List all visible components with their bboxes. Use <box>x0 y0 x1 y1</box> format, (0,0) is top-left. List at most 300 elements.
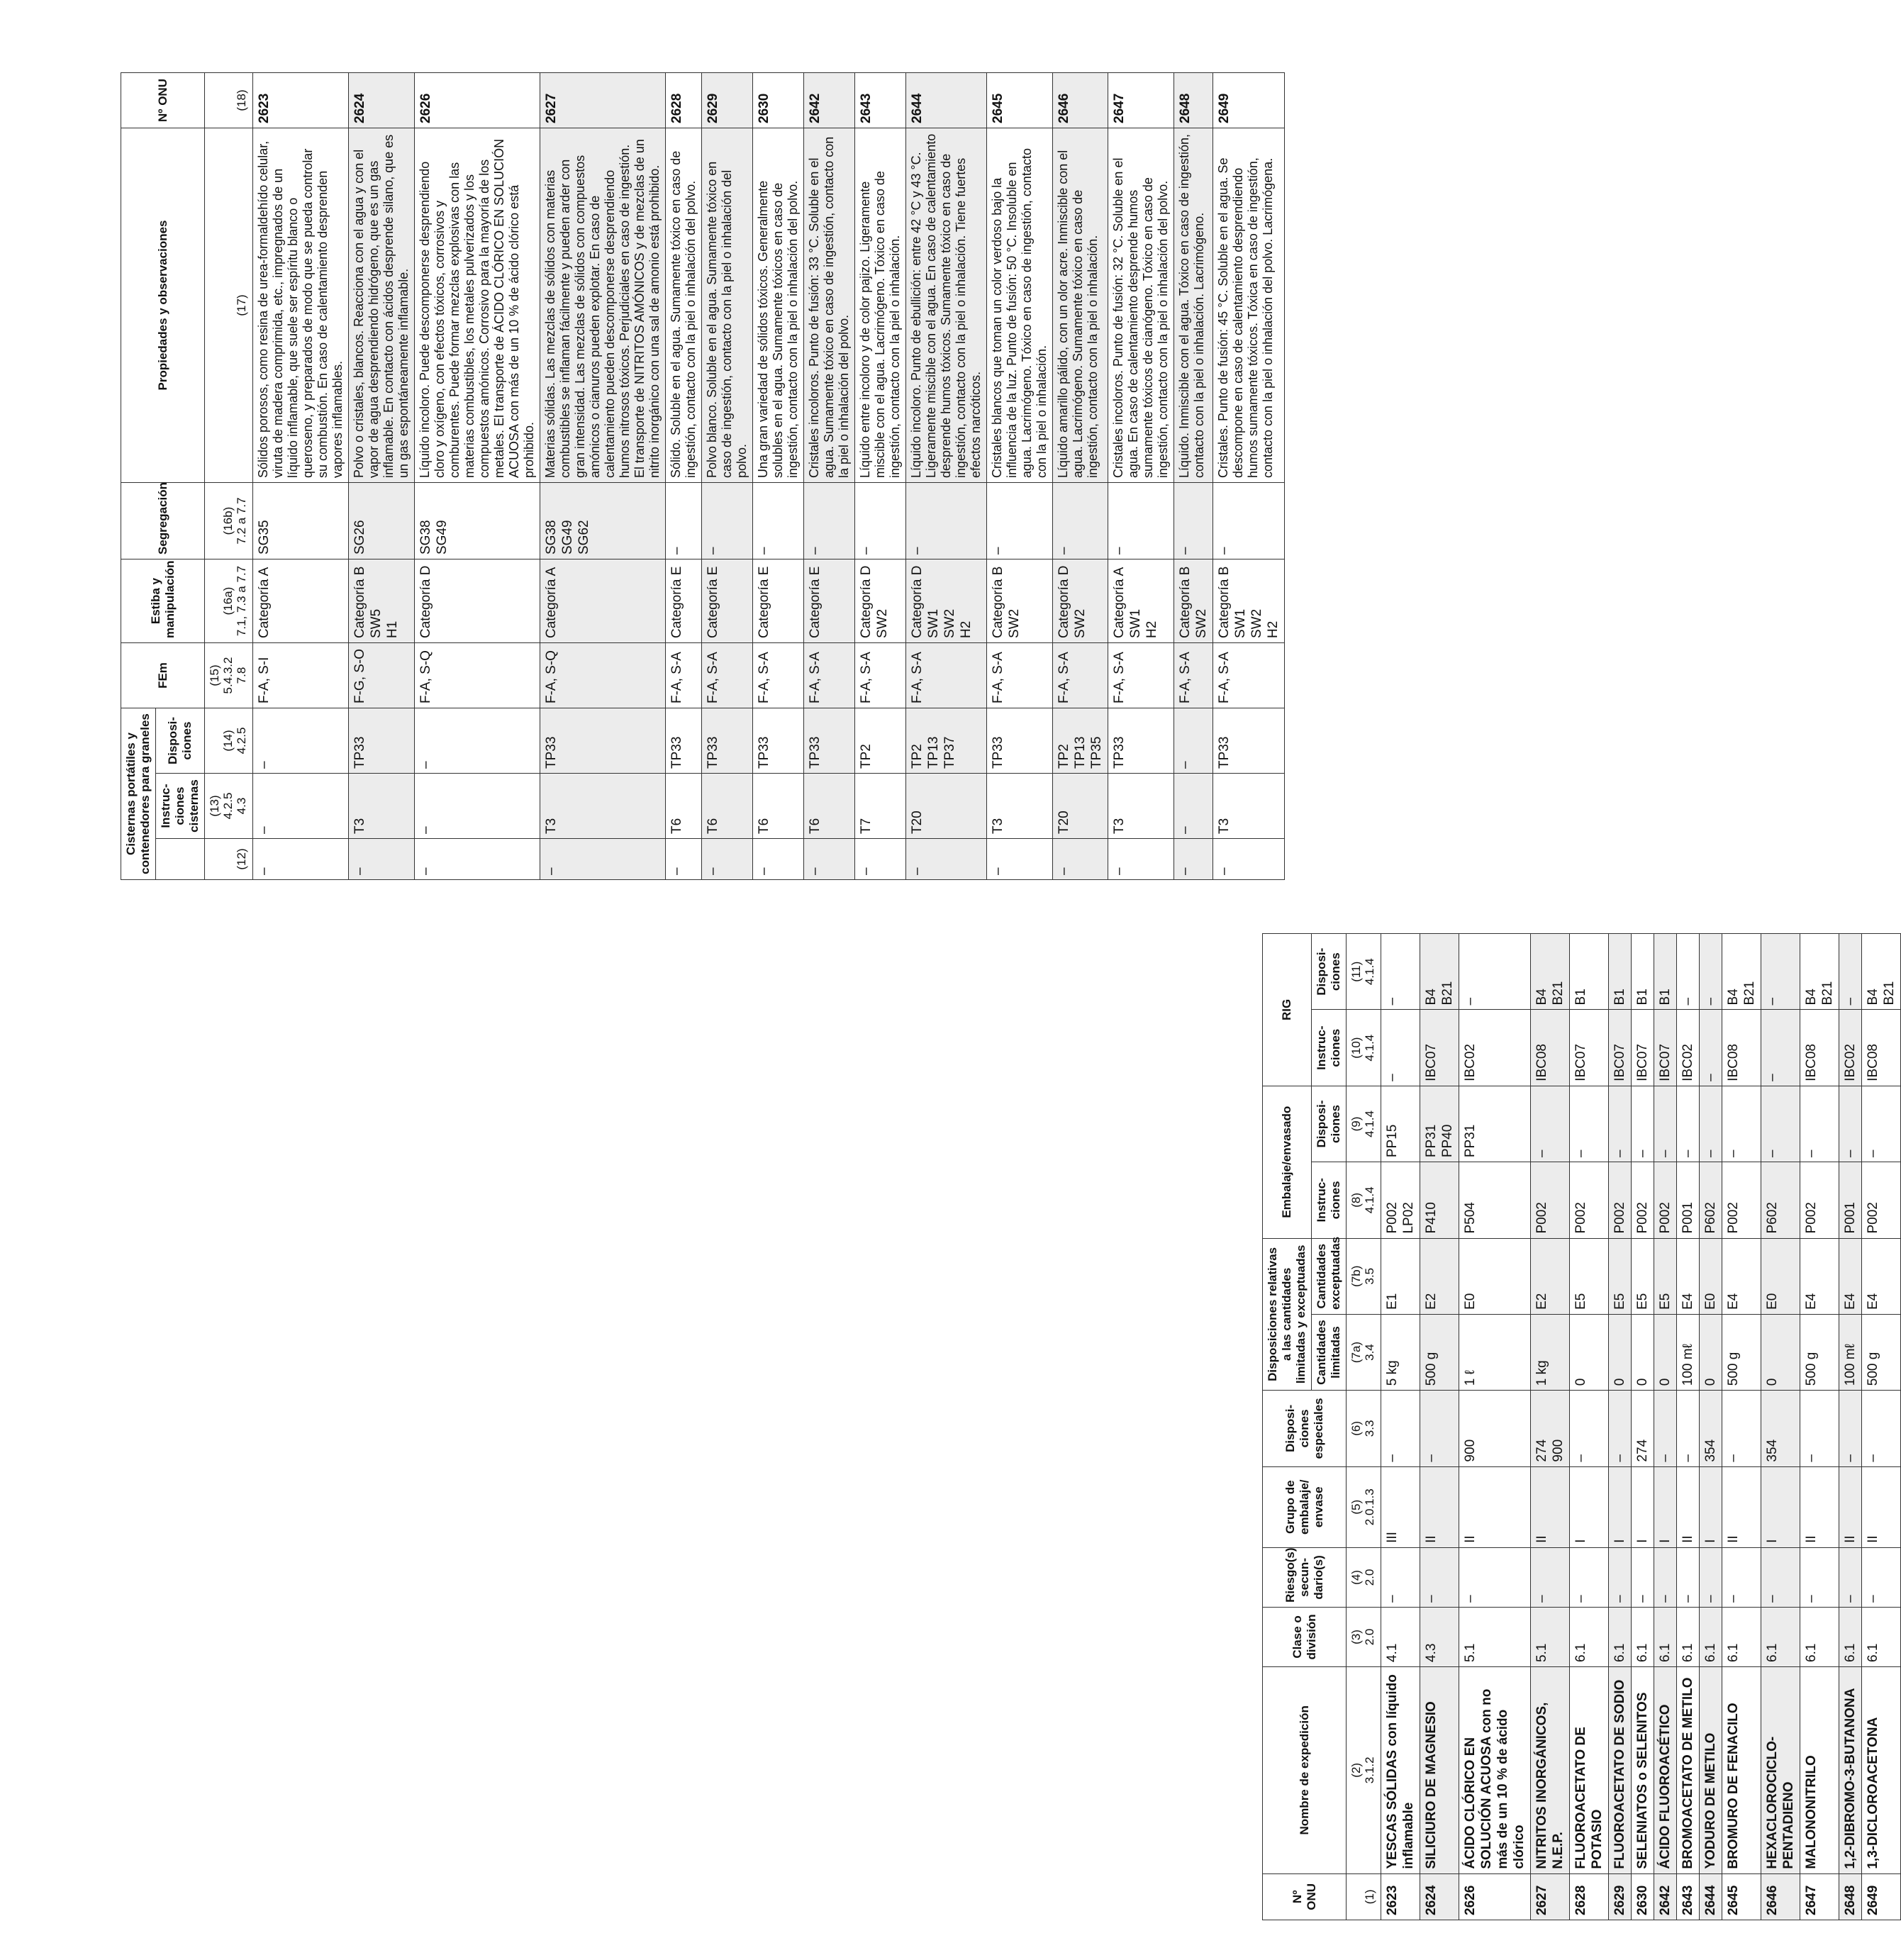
table-cell: 1 ℓ <box>1459 1314 1531 1390</box>
header-segregation: Segregación <box>121 483 205 559</box>
table-cell: T3 <box>987 774 1053 839</box>
table-cell: – <box>1677 1391 1700 1466</box>
table-cell: 2624 <box>1420 1873 1459 1920</box>
table-cell: – <box>804 483 855 559</box>
table-cell: – <box>1700 1547 1722 1607</box>
table-cell: Líquido incoloro. Punto de ebullición: entre 42 °C y 43 °C. Ligeramente miscible con el agua. En caso de calentamiento desprende humos tóxicos. Sumamente tóxico en caso de ingestión, contacto con la piel o inhalación. Tiene fuertes efectos narcóticos. <box>906 128 987 483</box>
table-row <box>753 73 804 880</box>
column-number: (11) 4.1.4 <box>1347 934 1381 1010</box>
table-cell: – <box>1570 1086 1609 1162</box>
table-cell: – <box>1700 1086 1722 1162</box>
table-cell: 500 g <box>1862 1314 1901 1390</box>
table-row <box>702 73 753 880</box>
table-cell: F-A, S-Q <box>540 643 666 708</box>
table-cell: 354 <box>1700 1391 1722 1466</box>
table-cell: ÁCIDO CLÓRICO EN SOLUCIÓN ACUOSA con no más de un 10 % de ácido clórico <box>1459 1666 1531 1873</box>
table-cell: P002 <box>1722 1162 1761 1238</box>
table-row <box>855 73 906 880</box>
column-number: (2) 3.1.2 <box>1347 1666 1381 1873</box>
table-cell: – <box>1761 934 1800 1010</box>
table-cell: F-A, S-A <box>1174 643 1213 708</box>
table-cell: 2644 <box>1700 1873 1722 1920</box>
table-cell: II <box>1677 1466 1700 1547</box>
table-cell: Categoría B SW2 <box>1174 559 1213 643</box>
header-special-provisions: Disposi- ciones especiales <box>1263 1391 1347 1466</box>
table-cell: Categoría B SW2 <box>987 559 1053 643</box>
table-cell: B4 B21 <box>1531 934 1570 1010</box>
table-cell: Categoría E <box>666 559 702 643</box>
header-tank-provisions: Disposi- ciones <box>156 708 205 774</box>
table-cell: – <box>1213 839 1285 880</box>
table-cell: 2643 <box>1677 1873 1700 1920</box>
table-cell: T20 <box>1053 774 1108 839</box>
table-cell: 0 <box>1570 1314 1609 1390</box>
column-number: (8) 4.1.4 <box>1347 1162 1381 1238</box>
table-cell: – <box>1722 1086 1761 1162</box>
table-row <box>1381 934 1420 1920</box>
table-cell: – <box>1654 1547 1677 1607</box>
table-cell: – <box>987 483 1053 559</box>
table-cell: IBC08 <box>1531 1010 1570 1086</box>
table-cell: 2628 <box>666 73 702 128</box>
table-cell: II <box>1800 1466 1839 1547</box>
table-cell: 2648 <box>1839 1873 1862 1920</box>
table-cell: – <box>1381 934 1420 1010</box>
table-cell: E5 <box>1609 1238 1632 1314</box>
table-cell: IBC07 <box>1420 1010 1459 1086</box>
table-cell: – <box>1108 483 1174 559</box>
table-cell: T7 <box>855 774 906 839</box>
table-cell: 0 <box>1609 1314 1632 1390</box>
header-subsidiary-risk: Riesgo(s) secun- dario(s) <box>1263 1547 1347 1607</box>
header-packaging: Embalaje/envasado <box>1263 1086 1312 1238</box>
table-cell: TP2 <box>855 708 906 774</box>
table-cell: 2649 <box>1862 1873 1901 1920</box>
table-cell: PP15 <box>1381 1086 1420 1162</box>
table-cell: 2646 <box>1761 1873 1800 1920</box>
table-cell: P002 <box>1570 1162 1609 1238</box>
table-cell: 1,3-DICLOROACETONA <box>1862 1666 1901 1873</box>
table-cell: – <box>1053 483 1108 559</box>
column-number: (14) 4.2.5 <box>205 708 253 774</box>
table-cell: B1 <box>1570 934 1609 1010</box>
table-cell: – <box>415 774 540 839</box>
table-cell: 6.1 <box>1800 1607 1839 1666</box>
table-cell: – <box>666 483 702 559</box>
table-cell: F-G, S-O <box>349 643 415 708</box>
table-cell: – <box>1420 1547 1459 1607</box>
table-cell: – <box>1381 1547 1420 1607</box>
table-cell: T6 <box>666 774 702 839</box>
table-cell: – <box>1677 1547 1700 1607</box>
table-cell: ÁCIDO FLUOROACÉTICO <box>1654 1666 1677 1873</box>
table-cell: Categoría D SW1 SW2 H2 <box>906 559 987 643</box>
table-cell: I <box>1632 1466 1654 1547</box>
table-cell: TP33 <box>540 708 666 774</box>
table-cell: P002 <box>1632 1162 1654 1238</box>
table-cell: – <box>1108 839 1174 880</box>
table-cell: – <box>1053 839 1108 880</box>
table-cell: 2629 <box>702 73 753 128</box>
table-cell: – <box>855 483 906 559</box>
table-cell: – <box>349 839 415 880</box>
column-number: (12) <box>205 839 253 880</box>
table-cell: – <box>253 708 349 774</box>
table-row <box>540 73 666 880</box>
table-cell: – <box>415 708 540 774</box>
column-number: (1) <box>1347 1873 1381 1920</box>
table-cell: B4 B21 <box>1800 934 1839 1010</box>
table-cell: P602 <box>1700 1162 1722 1238</box>
table-cell: 2623 <box>253 73 349 128</box>
table-cell: TP33 <box>702 708 753 774</box>
table-cell: Líquido entre incoloro y de color pajizo. Ligeramente miscible con el agua. Lacrimógeno. Tóxico en caso de ingestión, contacto con la piel o inhalación. <box>855 128 906 483</box>
table-cell: 6.1 <box>1761 1607 1800 1666</box>
table-cell: NITRITOS INORGÁNICOS, N.E.P. <box>1531 1666 1570 1873</box>
table-cell: III <box>1381 1466 1420 1547</box>
table-cell: – <box>702 839 753 880</box>
column-number: (7a) 3.4 <box>1347 1314 1381 1390</box>
table-cell: B4 B21 <box>1862 934 1901 1010</box>
table-cell: TP2 TP13 TP37 <box>906 708 987 774</box>
table-cell: – <box>1862 1391 1901 1466</box>
table-row <box>906 73 987 880</box>
table-cell: SG26 <box>349 483 415 559</box>
table-cell: E2 <box>1420 1238 1459 1314</box>
table-cell: – <box>1700 1010 1722 1086</box>
table-row <box>1839 934 1862 1920</box>
table-cell: T3 <box>1213 774 1285 839</box>
table-cell: B4 B21 <box>1722 934 1761 1010</box>
table-cell: – <box>1174 839 1213 880</box>
table-cell: P001 <box>1677 1162 1700 1238</box>
table-cell: 500 g <box>1722 1314 1761 1390</box>
table-row <box>1761 934 1800 1920</box>
table-cell: – <box>1700 934 1722 1010</box>
table-cell: – <box>1761 1086 1800 1162</box>
table-cell: – <box>1862 1547 1901 1607</box>
table-row <box>1459 934 1531 1920</box>
table-cell: – <box>1381 1010 1420 1086</box>
right-table-body <box>253 73 1285 880</box>
table-cell: – <box>666 839 702 880</box>
table-cell: – <box>1632 1086 1654 1162</box>
column-number: (16b) 7.2 a 7.7 <box>205 483 253 559</box>
table-cell: I <box>1761 1466 1800 1547</box>
table-cell: 100 mℓ <box>1677 1314 1700 1390</box>
table-cell: P002 <box>1800 1162 1839 1238</box>
table-cell: F-A, S-A <box>753 643 804 708</box>
table-cell: E5 <box>1632 1238 1654 1314</box>
table-cell: T3 <box>349 774 415 839</box>
table-cell: – <box>1839 1086 1862 1162</box>
table-cell: – <box>1677 1086 1700 1162</box>
table-cell: – <box>906 839 987 880</box>
header-limited-excepted: Disposiciones relativas a las cantidades limitadas y exceptuadas <box>1263 1238 1312 1391</box>
header-pack-provisions: Disposi- ciones <box>1312 1086 1347 1162</box>
table-cell: Categoría E <box>753 559 804 643</box>
table-cell: B1 <box>1609 934 1632 1010</box>
table-cell: 2626 <box>415 73 540 128</box>
table-cell: 274 900 <box>1531 1391 1570 1466</box>
table-cell: Categoría A SW1 H2 <box>1108 559 1174 643</box>
table-cell: B4 B21 <box>1420 934 1459 1010</box>
table-cell: F-A, S-I <box>253 643 349 708</box>
table-cell: – <box>1862 1086 1901 1162</box>
table-cell: II <box>1531 1466 1570 1547</box>
table-row <box>1677 934 1700 1920</box>
table-cell: E5 <box>1654 1238 1677 1314</box>
table-row <box>1632 934 1654 1920</box>
table-cell: Cristales incoloros. Punto de fusión: 32 °C. Soluble en el agua. En caso de calentamiento desprende humos sumamente tóxicos de cianógeno. Tóxico en caso de ingestión, contacto con la piel o inhalación del polvo. <box>1108 128 1174 483</box>
table-cell: – <box>1420 1391 1459 1466</box>
table-cell: 2627 <box>540 73 666 128</box>
table-cell: – <box>987 839 1053 880</box>
header-stowage: Estiba y manipulación <box>121 559 205 643</box>
table-cell: – <box>1761 1547 1800 1607</box>
column-number: (5) 2.0.1.3 <box>1347 1466 1381 1547</box>
table-cell: FLUOROACETATO DE SODIO <box>1609 1666 1632 1873</box>
table-cell: II <box>1459 1466 1531 1547</box>
column-number-row <box>1347 934 1381 1920</box>
table-cell: TP33 <box>1108 708 1174 774</box>
table-cell: 6.1 <box>1700 1607 1722 1666</box>
table-cell: – <box>253 839 349 880</box>
table-cell: I <box>1570 1466 1609 1547</box>
table-cell: SG38 SG49 SG62 <box>540 483 666 559</box>
table-row <box>1213 73 1285 880</box>
table-cell: B1 <box>1654 934 1677 1010</box>
table-row <box>349 73 415 880</box>
table-cell: P002 LP02 <box>1381 1162 1420 1238</box>
left-table-body <box>1381 934 1901 1920</box>
table-cell: P002 <box>1531 1162 1570 1238</box>
table-cell: – <box>1677 934 1700 1010</box>
header-tank-instructions: Instruc- ciones cisternas <box>156 774 205 839</box>
table-cell: P602 <box>1761 1162 1800 1238</box>
table-cell: – <box>1570 1547 1609 1607</box>
column-number: (6) 3.3 <box>1347 1391 1381 1466</box>
column-number: (10) 4.1.4 <box>1347 1010 1381 1086</box>
table-cell: II <box>1722 1466 1761 1547</box>
table-cell: Categoría E <box>804 559 855 643</box>
header-packing-group: Grupo de embalaje/ envase <box>1263 1466 1347 1547</box>
table-cell: E4 <box>1800 1238 1839 1314</box>
table-cell: YESCAS SÓLIDAS con líquido inflamable <box>1381 1666 1420 1873</box>
table-cell: – <box>1654 1086 1677 1162</box>
table-cell: 4.3 <box>1420 1607 1459 1666</box>
table-cell: P001 <box>1839 1162 1862 1238</box>
table-cell: – <box>1174 483 1213 559</box>
header-excepted-qty: Cantidades exceptuadas <box>1312 1238 1347 1314</box>
table-cell: P410 <box>1420 1162 1459 1238</box>
table-cell: 6.1 <box>1570 1607 1609 1666</box>
table-cell: II <box>1862 1466 1901 1547</box>
table-cell: Categoría B SW5 H1 <box>349 559 415 643</box>
column-number-row <box>205 73 253 880</box>
table-cell: II <box>1839 1466 1862 1547</box>
table-cell: 2647 <box>1800 1873 1839 1920</box>
table-cell: 2628 <box>1570 1873 1609 1920</box>
table-cell: – <box>1839 1391 1862 1466</box>
table-cell: BROMURO DE FENACILO <box>1722 1666 1761 1873</box>
table-cell: Una gran variedad de sólidos tóxicos. Generalmente solubles en el agua. Sumamente tóxicos en caso de ingestión, contacto con la piel o inhalación del polvo. <box>753 128 804 483</box>
header-ems: FEm <box>121 643 205 708</box>
table-cell: 274 <box>1632 1391 1654 1466</box>
table-cell: TP2 TP13 TP35 <box>1053 708 1108 774</box>
table-cell: – <box>855 839 906 880</box>
table-cell: E0 <box>1700 1238 1722 1314</box>
table-cell: – <box>253 774 349 839</box>
table-row <box>987 73 1053 880</box>
table-cell: T20 <box>906 774 987 839</box>
column-number: (9) 4.1.4 <box>1347 1086 1381 1162</box>
table-cell: 2645 <box>987 73 1053 128</box>
table-cell: I <box>1609 1466 1632 1547</box>
table-cell: P002 <box>1609 1162 1632 1238</box>
column-number: (17) <box>205 128 253 483</box>
table-cell: F-A, S-A <box>804 643 855 708</box>
table-row <box>1174 73 1213 880</box>
table-cell: P504 <box>1459 1162 1531 1238</box>
table-cell: 2644 <box>906 73 987 128</box>
column-number: (15) 5.4.3.2 7.8 <box>205 643 253 708</box>
table-cell: 5 kg <box>1381 1314 1420 1390</box>
table-cell: 2623 <box>1381 1873 1420 1920</box>
table-row <box>666 73 702 880</box>
table-cell: BROMOACETATO DE METILO <box>1677 1666 1700 1873</box>
table-cell: Categoría D <box>415 559 540 643</box>
table-cell: E5 <box>1570 1238 1609 1314</box>
table-cell: SILICIURO DE MAGNESIO <box>1420 1666 1459 1873</box>
table-row <box>1053 73 1108 880</box>
table-cell: TP33 <box>987 708 1053 774</box>
table-cell: F-A, S-A <box>1213 643 1285 708</box>
table-cell: T6 <box>753 774 804 839</box>
table-cell: 6.1 <box>1609 1607 1632 1666</box>
header-ibc: RIG <box>1263 934 1312 1086</box>
table-cell: 354 <box>1761 1391 1800 1466</box>
column-number: (16a) 7.1, 7.3 a 7.7 <box>205 559 253 643</box>
header-tanks: Cisternas portátiles y contenedores para graneles <box>121 708 156 880</box>
table-cell: 6.1 <box>1632 1607 1654 1666</box>
header-class: Clase o división <box>1263 1607 1347 1666</box>
table-cell: – <box>540 839 666 880</box>
table-cell: P002 <box>1862 1162 1901 1238</box>
table-cell: T6 <box>804 774 855 839</box>
table-row <box>1800 934 1839 1920</box>
table-cell: IBC07 <box>1570 1010 1609 1086</box>
table-cell: E0 <box>1761 1238 1800 1314</box>
table-cell: 6.1 <box>1722 1607 1761 1666</box>
table-cell: Líquido amarillo pálido, con un olor acre. Inmiscible con el agua. Lacrimógeno. Sumamente tóxico en caso de ingestión, contacto con la piel o inhalación. <box>1053 128 1108 483</box>
table-cell: E1 <box>1381 1238 1420 1314</box>
table-cell: HEXACLOROCICLO- PENTADIENO <box>1761 1666 1800 1873</box>
table-row <box>1700 934 1722 1920</box>
header-properties: Propiedades y observaciones <box>121 128 205 483</box>
table-cell: 5.1 <box>1531 1607 1570 1666</box>
table-cell: – <box>1174 708 1213 774</box>
table-row <box>1862 934 1901 1920</box>
table-cell: – <box>1381 1391 1420 1466</box>
table-cell: Polvo blanco. Soluble en el agua. Sumamente tóxico en caso de ingestión, contacto con la piel o inhalación del polvo. <box>702 128 753 483</box>
table-cell: Cristales blancos que toman un color verdoso bajo la influencia de la luz. Punto de fusión: 50 °C. Insoluble en agua. Lacrimógeno. Tóxico en caso de ingestión, contacto con la piel o inhalación. <box>987 128 1053 483</box>
table-cell: 2624 <box>349 73 415 128</box>
header-un-no-right: Nº ONU <box>121 73 205 128</box>
table-cell: II <box>1420 1466 1459 1547</box>
table-cell: – <box>1609 1547 1632 1607</box>
table-cell: B1 <box>1632 934 1654 1010</box>
table-cell: I <box>1700 1466 1722 1547</box>
table-cell: – <box>906 483 987 559</box>
table-cell: – <box>753 839 804 880</box>
table-row <box>1420 934 1459 1920</box>
table-cell: IBC07 <box>1609 1010 1632 1086</box>
table-cell: Líquido incoloro. Puede descomponerse desprendiendo cloro y oxígeno, con efectos tóxicos, corrosivos y comburentes. Puede formar mezclas explosivas con las materias combustibles, los metales pulverizados y los compuestos amónicos. Corrosivo para la mayoría de los metales. El transporte de ÁCIDO CLÓRICO EN SOLUCIÓN ACUOSA con más de un 10 % de ácido clórico está prohibido. <box>415 128 540 483</box>
table-cell: 6.1 <box>1862 1607 1901 1666</box>
table-cell: Cristales incoloros. Punto de fusión: 33 °C. Soluble en el agua. Sumamente tóxico en caso de ingestión, contacto con la piel o inhalación del polvo. <box>804 128 855 483</box>
table-cell: 2649 <box>1213 73 1285 128</box>
header-limited-qty: Cantidades limitadas <box>1312 1314 1347 1390</box>
table-cell: – <box>1632 1547 1654 1607</box>
table-cell: Polvo o cristales, blancos. Reacciona con el agua y con el vapor de agua desprendiendo hidrógeno, que es un gas inflamable. En contacto con ácidos desprende silano, que es un gas espontáneamente inflamable. <box>349 128 415 483</box>
table-cell: YODURO DE METILO <box>1700 1666 1722 1873</box>
table-cell: – <box>1800 1086 1839 1162</box>
table-cell: I <box>1654 1466 1677 1547</box>
table-cell: IBC08 <box>1862 1010 1901 1086</box>
table-cell: TP33 <box>753 708 804 774</box>
column-number: (18) <box>205 73 253 128</box>
table-cell: 2642 <box>804 73 855 128</box>
table-cell: – <box>415 839 540 880</box>
table-cell: 2627 <box>1531 1873 1570 1920</box>
table-cell: – <box>1570 1391 1609 1466</box>
table-cell: – <box>804 839 855 880</box>
table-cell: 100 mℓ <box>1839 1314 1862 1390</box>
table-cell: F-A, S-A <box>987 643 1053 708</box>
table-cell: 1 kg <box>1531 1314 1570 1390</box>
table-cell: IBC07 <box>1632 1010 1654 1086</box>
table-cell: – <box>1722 1391 1761 1466</box>
table-cell: 0 <box>1700 1314 1722 1390</box>
table-cell: – <box>1213 483 1285 559</box>
table-cell: IBC02 <box>1459 1010 1531 1086</box>
dangerous-goods-list-right <box>121 72 1285 880</box>
table-row <box>1654 934 1677 1920</box>
table-cell: 0 <box>1654 1314 1677 1390</box>
table-cell: 1,2-DIBROMO-3-BUTANONA <box>1839 1666 1862 1873</box>
header-shipping-name: Nombre de expedición <box>1263 1666 1347 1873</box>
column-number: (7b) 3.5 <box>1347 1238 1381 1314</box>
table-cell: – <box>1174 774 1213 839</box>
table-cell: F-A, S-Q <box>415 643 540 708</box>
table-cell: Categoría D SW2 <box>855 559 906 643</box>
table-cell: 2647 <box>1108 73 1174 128</box>
table-cell: Materias sólidas. Las mezclas de sólidos con materias combustibles se inflaman fácilmente y pueden arder con gran intensidad. Las mezclas de sólidos con compuestos amónicos o cianuros pueden explotar. En caso de calentamiento pueden descomponerse desprendiendo humos nitrosos tóxicos. Perjudiciales en caso de ingestión. El transporte de NITRITOS AMÓNICOS y de mezclas de un nitrito inorgánico con una sal de amonio está prohibido. <box>540 128 666 483</box>
header-blank-12 <box>156 839 205 880</box>
table-row <box>415 73 540 880</box>
table-cell: Categoría E <box>702 559 753 643</box>
table-cell: E4 <box>1722 1238 1761 1314</box>
header-pack-instructions: Instruc- ciones <box>1312 1162 1347 1238</box>
table-cell: MALONONITRILO <box>1800 1666 1839 1873</box>
table-cell: Categoría B SW1 SW2 H2 <box>1213 559 1285 643</box>
table-cell: 6.1 <box>1654 1607 1677 1666</box>
table-cell: E4 <box>1839 1238 1862 1314</box>
table-cell: 4.1 <box>1381 1607 1420 1666</box>
table-cell: 6.1 <box>1677 1607 1700 1666</box>
table-cell: – <box>1800 1547 1839 1607</box>
